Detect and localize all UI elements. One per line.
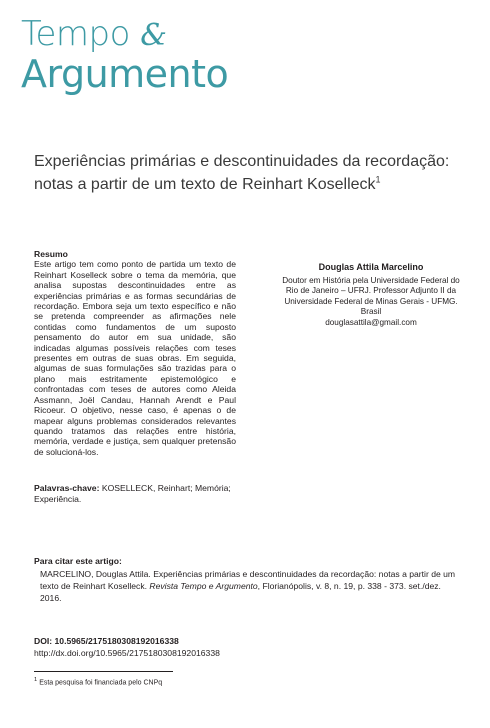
doi-section: [34, 635, 459, 659]
doi-url-link[interactable]: http://dx.doi.org/10.5965/2175180308192016338: [34, 648, 220, 658]
citation-part-1: MARCELINO, Douglas Attila. Experiências primárias e descontinuidades da recordação: notas a partir de um texto de Reinhart Koselleck.: [40, 569, 456, 591]
author-affiliation-line-1: Doutor em História pela Universidade Federal do: [282, 275, 460, 285]
logo-line-1: [21, 16, 166, 54]
doi-line: DOI: 10.5965/2175180308192016338: [34, 636, 179, 646]
footnote-divider: [34, 671, 173, 672]
footnote-marker: 1: [34, 677, 38, 683]
citation-section: [34, 555, 459, 604]
citation-part-2: , Florianópolis, v. 8, n. 19, p. 338 - 373. set./dez. 2016.: [40, 581, 441, 603]
author-affiliation-line-3: Universidade Federal de Minas Gerais - UFMG.: [284, 296, 458, 306]
author-affiliation-line-2: Rio de Janeiro – UFRJ. Professor Adjunto II da: [285, 286, 457, 296]
abstract-heading: Resumo: [34, 249, 68, 259]
author-name: Douglas Attila Marcelino: [318, 262, 424, 272]
author-block: [276, 262, 466, 329]
footnote-text: Esta pesquisa foi financiada pelo CNPq: [37, 679, 163, 687]
title-line-1: Experiências primárias e descontinuidades da recordação:: [34, 153, 450, 170]
citation-heading: Para citar este artigo:: [34, 556, 122, 566]
keywords-label: Palavras-chave:: [34, 483, 100, 493]
article-title: [34, 150, 464, 196]
abstract-text: Este artigo tem como ponto de partida um texto de Reinhart Koselleck sobre o tema da memória, que analisa supostas descontinuidades entre as experiências primárias e as formas secundárias de recordação. Embora seja um texto específico e não se pretenda compreender as afirmações nele contidas como fundamentos de um suposto pensamento do autor em sua unidade, são indicadas algumas possíveis relações com teses presentes em outras de suas obras. Em seguida, algumas de suas formulações são trazidas para o plano mais estritamente epistemológico e confrontadas com teses de autores como Aleida Assmann, Joël Candau, Hannah Arendt e Paul Ricoeur. O objetivo, nesse caso, é apenas o de mapear alguns problemas considerados relevantes quando tratamos das relações entre história, memória, verdade e justiça, sem qualquer pretensão de solucioná-los.: [34, 259, 236, 457]
title-footnote-marker: 1: [375, 174, 381, 185]
abstract-section: [34, 249, 236, 457]
keywords-text: KOSELLECK, Reinhart; Memória; Experiência.: [34, 483, 231, 504]
logo-ampersand: &: [140, 18, 167, 53]
title-line-2-text: notas a partir de um texto de Reinhart Koselleck: [34, 176, 376, 193]
keywords-section: [34, 483, 236, 505]
logo-word-tempo: Tempo: [21, 14, 130, 54]
author-country: Brasil: [360, 307, 382, 317]
citation-text: [40, 568, 459, 604]
author-email: douglasattila@gmail.com: [325, 317, 417, 327]
title-line-2: [34, 173, 464, 196]
logo-word-argumento: Argumento: [21, 52, 229, 96]
footnote: [34, 675, 162, 688]
citation-journal: Revista Tempo e Argumento: [149, 581, 258, 591]
